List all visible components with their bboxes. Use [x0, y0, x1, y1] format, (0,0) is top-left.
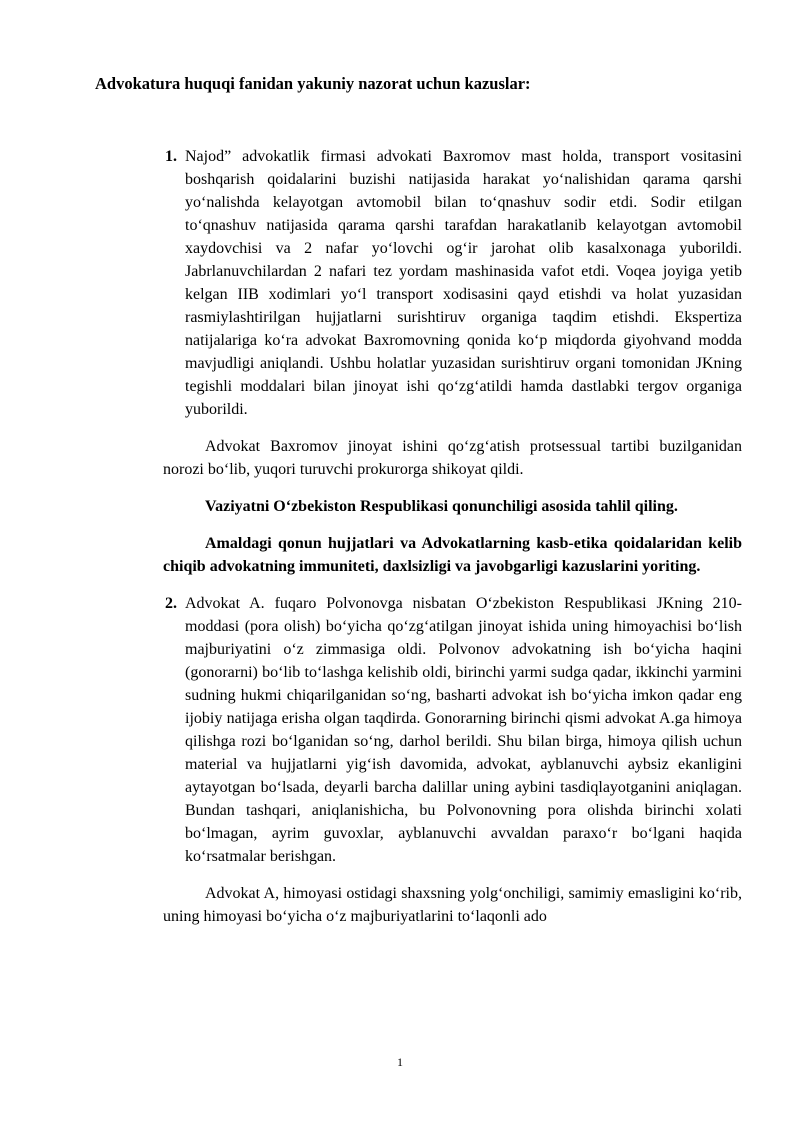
- item-2-text: Advokat A. fuqaro Polvonovga nisbatan Oʻzbekiston Respublikasi JKning 210-moddasi (pora olish) boʻyicha qoʻzgʻatilgan jinoyat ishida uning himoyachisi boʻlish majburiyatini oʻz zimmasiga oldi. Polvonov advokatning ish boʻyicha haqini (gonorarni) boʻlib toʻlashga kelishib oldi, birinchi yarmi sudga qadar, ikkinchi yarmini sudning hukmi chiqarilganidan soʻng, basharti advokat ish boʻyicha imkon qadar eng ijobiy natijaga erisha olgan taqdirda. Gonorarning birinchi qismi advokat A.ga himoya qilishga rozi boʻlganidan soʻng, darhol berildi. Shu bilan birga, himoya qilish uchun material va hujjatlarni yigʻish davomida, advokat, ayblanuvchi aybsiz ekanligini aytayotgan boʻlsada, deyarli barcha dalillar uning aybini tasdiqlayotganini aniqlagan. Bundan tashqari, aniqlanishicha, bu Polvonovning pora olishda birinchi xolati boʻlmagan, ayrim guvoxlar, ayblanuvchi avvaldan paraxoʻr boʻlgani haqida koʻrsatmalar berishgan.: [185, 595, 742, 865]
- task-paragraph-1: Vaziyatni Oʻzbekiston Respublikasi qonunchiligi asosida tahlil qiling.: [205, 498, 678, 515]
- paragraph-complaint: Advokat Baxromov jinoyat ishini qoʻzgʻatish protsessual tartibi buzilganidan norozi boʻlib, yuqori turuvchi prokurorga shikoyat qildi.: [163, 438, 742, 478]
- paragraph-continuation: Advokat A, himoyasi ostidagi shaxsning yolgʻonchiligi, samimiy emasligini koʻrib, uning himoyasi boʻyicha oʻz majburiyatlarini toʻlaqonli ado: [163, 885, 742, 925]
- page-number: 1: [397, 1055, 403, 1069]
- document-heading: Advokatura huquqi fanidan yakuniy nazorat uchun kazuslar:: [95, 74, 531, 93]
- item-1-text: Najod” advokatlik firmasi advokati Baxromov mast holda, transport vositasini boshqarish qoidalarini buzishi natijasida harakat yoʻnalishidan qarama qarshi yoʻnalishda kelayotgan avtomobil bilan toʻqnashuv sodir etdi. Sodir etilgan toʻqnashuv natijasida qarama qarshi tarafdan harakatlanib kelayotgan avtomobil xaydovchisi va 2 nafar yoʻlovchi ogʻir jarohat olib kasalxonaga yuborildi. Jabrlanuvchilardan 2 nafari tez yordam mashinasida vafot etdi. Voqea joyiga yetib kelgan IIB xodimlari yoʻl transport xodisasini qayd etishdi va holat yuzasidan rasmiylashtirilgan hujjatlarni surishtiruv organiga taqdim etishdi. Ekspertiza natijalariga koʻra advokat Baxromovning qonida koʻp miqdorda giyohvand modda mavjudligi aniqlandi. Ushbu holatlar yuzasidan surishtiruv organi tomonidan JKning tegishli moddalari bilan jinoyat ishi qoʻzgʻatildi hamda dastlabki tergov organiga yuborildi.: [185, 148, 742, 418]
- item-1-number: 1.: [165, 148, 177, 165]
- item-2-number: 2.: [165, 595, 177, 612]
- task-paragraph-2: Amaldagi qonun hujjatlari va Advokatlarning kasb-etika qoidalaridan kelib chiqib advokatning immuniteti, daxlsizligi va javobgarligi kazuslarini yoriting.: [163, 535, 742, 575]
- case-item-1: [165, 145, 742, 421]
- case-item-2: [165, 592, 742, 868]
